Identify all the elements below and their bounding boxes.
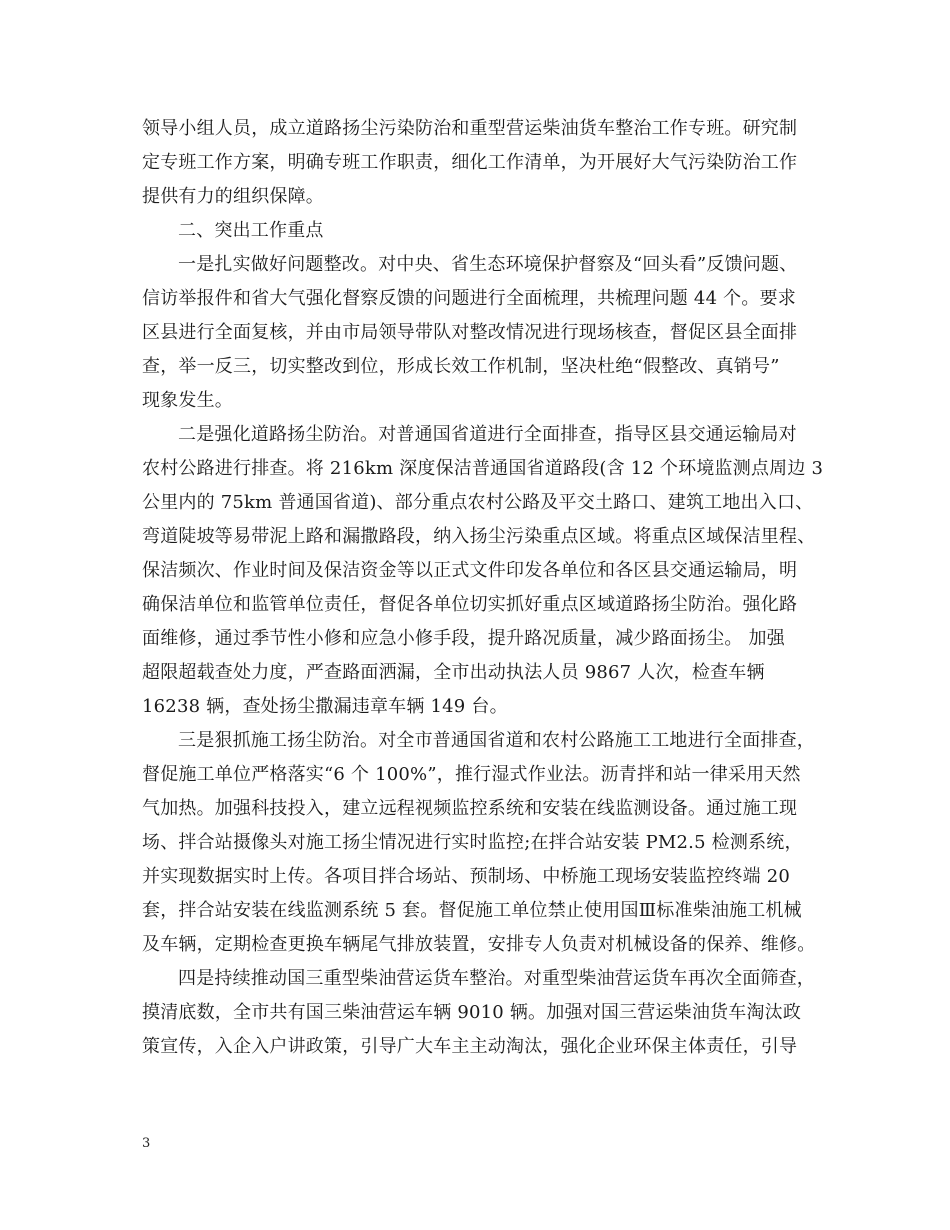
- text-line: 查，举一反三，切实整改到位，形成长效工作机制，坚决杜绝“假整改、真销号”: [142, 356, 780, 377]
- text-line: 农村公路进行排查。将 216km 深度保洁普通国省道路段(含 12 个环境监测点周边 3: [142, 458, 824, 479]
- text-line: 保洁频次、作业时间及保洁资金等以正式文件印发各单位和各区县交通运输局，明: [142, 560, 798, 581]
- text-line: 定专班工作方案，明确专班工作职责，细化工作清单，为开展好大气污染防治工作: [142, 152, 798, 173]
- text-line: 信访举报件和省大气强化督察反馈的问题进行全面梳理，共梳理问题 44 个。要求: [142, 288, 796, 309]
- text-line: 现象发生。: [142, 390, 233, 411]
- text-line: 并实现数据实时上传。各项目拌合场站、预制场、中桥施工现场安装监控终端 20: [142, 866, 791, 887]
- text-line: 领导小组人员，成立道路扬尘污染防治和重型营运柴油货车整治工作专班。研究制: [142, 118, 798, 139]
- text-line: 策宣传，入企入户讲政策，引导广大车主主动淘汰，强化企业环保主体责任，引导: [142, 1036, 798, 1057]
- text-line: 提供有力的组织保障。: [142, 186, 324, 207]
- text-line: 弯道陡坡等易带泥上路和漏撒路段，纳入扬尘污染重点区域。将重点区域保洁里程、: [142, 526, 816, 547]
- page-number: 3: [142, 1136, 151, 1151]
- text-line: 二是强化道路扬尘防治。对普通国省道进行全面排查，指导区县交通运输局对: [178, 424, 797, 445]
- text-line: 区县进行全面复核，并由市局领导带队对整改情况进行现场核查，督促区县全面排: [142, 322, 798, 343]
- text-line: 公里内的 75km 普通国省道)、部分重点农村公路及平交土路口、建筑工地出入口、: [142, 492, 814, 513]
- text-line: 确保洁单位和监管单位责任，督促各单位切实抓好重点区域道路扬尘防治。强化路: [142, 594, 798, 615]
- text-line: 四是持续推动国三重型柴油营运货车整治。对重型柴油营运货车再次全面筛查，: [178, 968, 815, 989]
- text-line: 一是扎实做好问题整改。对中央、省生态环境保护督察及“回头看”反馈问题、: [178, 254, 798, 275]
- text-line: 套，拌合站安装在线监测系统 5 套。督促施工单位禁止使用国Ⅲ标准柴油施工机械: [142, 900, 802, 921]
- text-line: 及车辆，定期检查更换车辆尾气排放装置，安排专人负责对机械设备的保养、维修。: [142, 934, 816, 955]
- text-line: 场、拌合站摄像头对施工扬尘情况进行实时监控;在拌合站安装 PM2.5 检测系统，: [142, 832, 803, 853]
- text-line: 三是狠抓施工扬尘防治。对全市普通国省道和农村公路施工工地进行全面排查，: [178, 730, 815, 751]
- text-line: 气加热。加强科技投入，建立远程视频监控系统和安装在线监测设备。通过施工现: [142, 798, 798, 819]
- section-heading: 二、突出工作重点: [178, 220, 324, 241]
- text-line: 督促施工单位严格落实“6 个 100%”，推行湿式作业法。沥青拌和站一律采用天然: [142, 764, 801, 785]
- text-line: 16238 辆，查处扬尘撒漏违章车辆 149 台。: [142, 696, 508, 717]
- text-line: 超限超载查处力度，严查路面洒漏，全市出动执法人员 9867 人次，检查车辆: [142, 662, 765, 683]
- text-line: 面维修，通过季节性小修和应急小修手段，提升路况质量，减少路面扬尘。 加强: [142, 628, 785, 649]
- text-line: 摸清底数，全市共有国三柴油营运车辆 9010 辆。加强对国三营运柴油货车淘汰政: [142, 1002, 802, 1023]
